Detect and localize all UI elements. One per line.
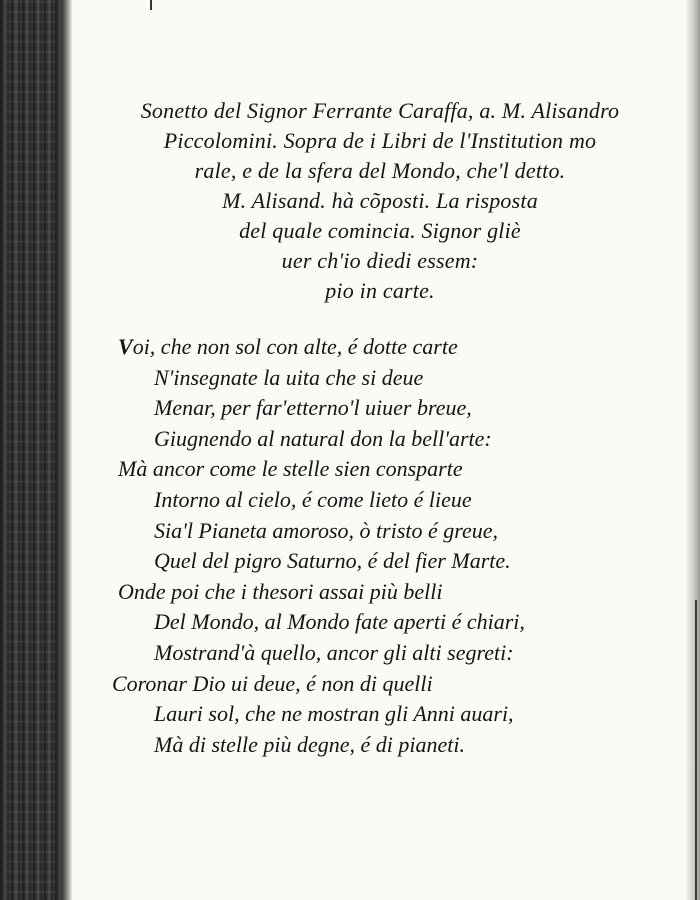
poem-line: Menar, per far'etterno'l uiuer breue, xyxy=(154,395,472,421)
poem-line: Mà di stelle più degne, é di pianeti. xyxy=(154,731,465,757)
poem-line: Mà ancor come le stelle sien consparte xyxy=(118,456,463,482)
binding-edge xyxy=(62,0,72,900)
sonnet-heading xyxy=(110,96,650,306)
poem-line: N'insegnate la uita che si deue xyxy=(154,364,424,390)
heading-line: M. Alisand. hà cõposti. La risposta xyxy=(222,188,538,213)
poem-line: Mostrand'à quello, ancor gli alti segreti: xyxy=(154,639,514,665)
page-edge xyxy=(686,0,700,900)
binding-texture xyxy=(6,0,56,900)
poem-line: Sia'l Pianeta amoroso, ò tristo é greue, xyxy=(154,517,499,543)
sonnet-text xyxy=(112,332,592,760)
heading-line: Piccolomini. Sopra de i Libri de l'Institution mo xyxy=(163,128,597,153)
poem-line xyxy=(112,332,592,363)
poem-line: Quel del pigro Saturno, é del fier Marte. xyxy=(154,548,511,574)
poem-line: Lauri sol, che ne mostran gli Anni auari, xyxy=(154,701,514,727)
initial-letter: V xyxy=(118,334,133,359)
poem-line: Del Mondo, al Mondo fate aperti é chiari, xyxy=(154,609,525,635)
heading-line: rale, e de la sfera del Mondo, che'l detto. xyxy=(194,158,566,183)
page-edge-line xyxy=(695,600,697,900)
poem-line: Coronar Dio ui deue, é non di quelli xyxy=(112,670,433,696)
poem-line: Onde poi che i thesori assai più belli xyxy=(118,578,443,604)
heading-line: Sonetto del Signor Ferrante Caraffa, a. M. Alisandro xyxy=(140,98,620,123)
heading-line: uer ch'io diedi essem: xyxy=(281,248,479,273)
heading-line: pio in carte. xyxy=(325,278,435,303)
heading-line: del quale comincia. Signor gliè xyxy=(239,218,521,243)
poem-line: Intorno al cielo, é come lieto é lieue xyxy=(154,486,472,512)
poem-line: Giugnendo al natural don la bell'arte: xyxy=(154,425,492,451)
poem-line-text: oi, che non sol con alte, é dotte carte xyxy=(132,334,458,359)
page-mark xyxy=(150,0,152,10)
